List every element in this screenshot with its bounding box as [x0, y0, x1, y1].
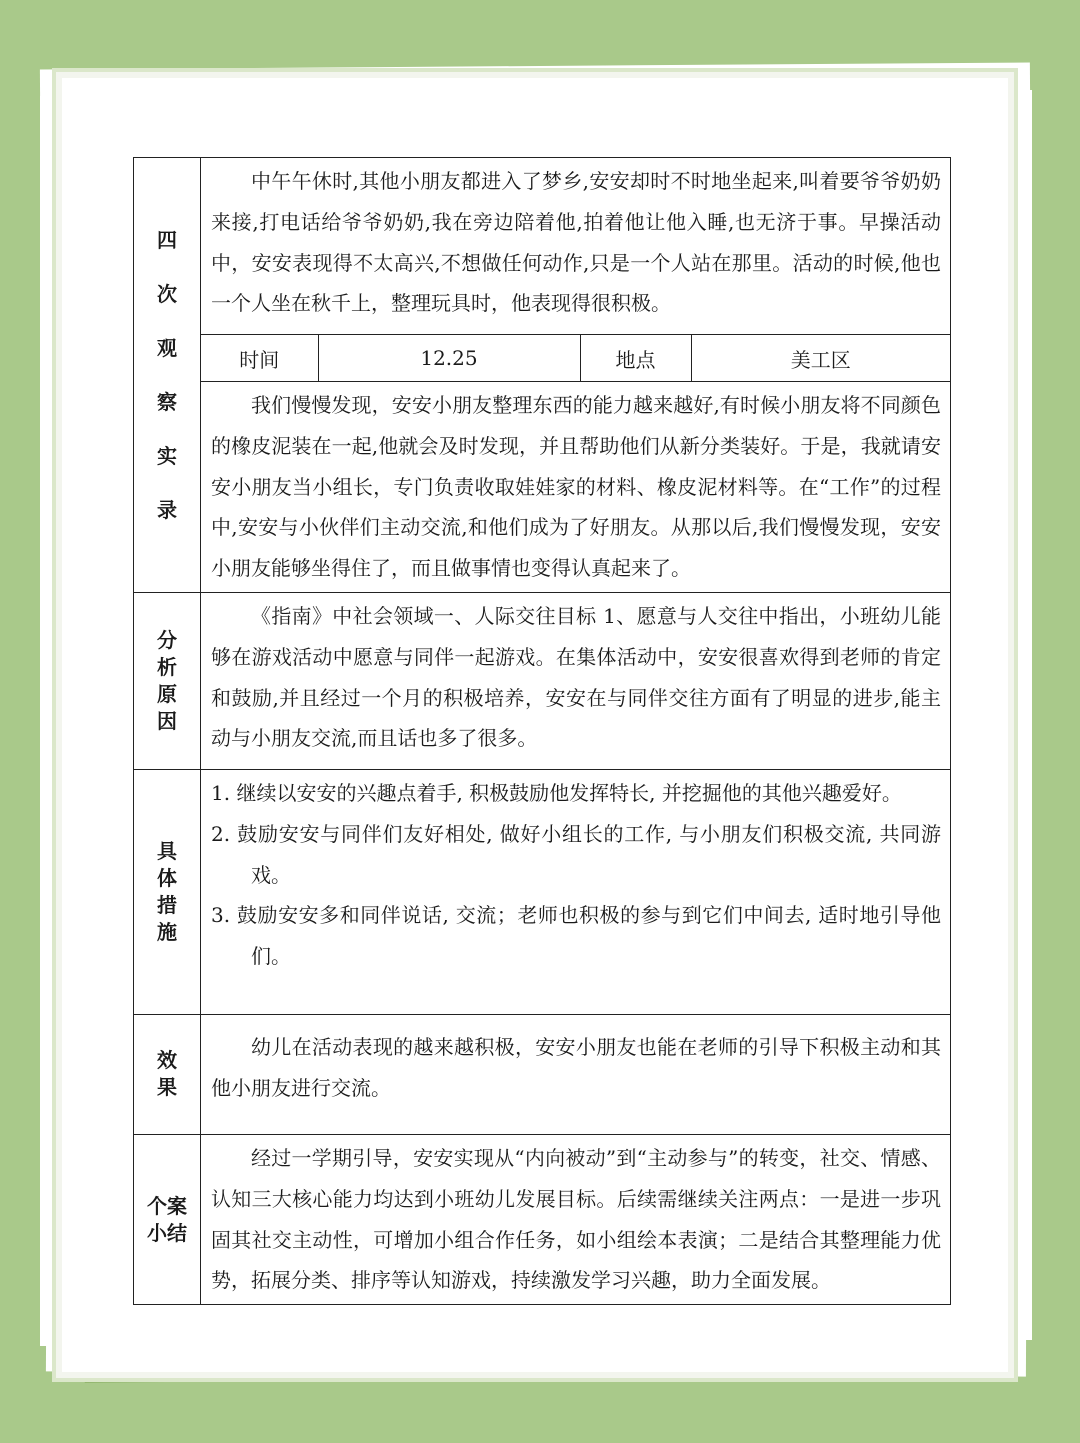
measure-item: 2. 鼓励安安与同伴们友好相处, 做好小组长的工作, 与小朋友们积极交流, 共同游戏。: [211, 821, 941, 887]
place-value: 美工区: [691, 335, 950, 381]
label-char: 体: [157, 865, 177, 890]
effect-cell: [201, 1014, 951, 1134]
measures-cell: [201, 769, 951, 1014]
label-char: 原: [157, 681, 177, 706]
label-char: 因: [157, 708, 177, 733]
summary-text: 经过一学期引导，安安实现从“内向被动”到“主动参与”的转变，社交、情感、认知三大核心能力均达到小班幼儿发展目标。后续需继续关注两点：一是进一步巩固其社交主动性，可增加小组合作任务，如小组绘本表演；二是结合其整理能力优势，拓展分类、排序等认知游戏，持续激发学习兴趣，助力全面发展。: [211, 1145, 941, 1293]
case-study-table: [133, 157, 951, 1305]
info-cell: [201, 335, 951, 382]
time-value: 12.25: [318, 335, 580, 381]
effect-label: [134, 1014, 201, 1134]
label-char: 分: [157, 627, 177, 652]
measures-row: [134, 769, 951, 1014]
analysis-text: 《指南》中社会领域一、人际交往目标 1、愿意与人交往中指出，小班幼儿能够在游戏活动中愿意与同伴一起游戏。在集体活动中，安安很喜欢得到老师的肯定和鼓励,并且经过一个月的积极培养，安安在与同伴交往方面有了明显的进步,能主动与小朋友交流,而且话也多了很多。: [211, 603, 941, 751]
label-char: 措: [157, 892, 177, 917]
observation-paragraph-1: 中午午休时,其他小朋友都进入了梦乡,安安却时不时地坐起来,叫着要爷爷奶奶来接,打电话给爷爷奶奶,我在旁边陪着他,拍着他让他入睡,也无济于事。早操活动中，安安表现得不太高兴,不想做任何动作,只是一个人站在那里。活动的时候,他也一个人坐在秋千上，整理玩具时，他表现得很积极。: [211, 169, 941, 316]
label-char: 施: [157, 919, 177, 944]
label-char: 果: [157, 1075, 177, 1100]
label-char: 效: [157, 1048, 177, 1073]
summary-row: [134, 1134, 951, 1304]
observation-cell-2: [201, 382, 951, 593]
label-char: 具: [157, 838, 177, 863]
label-char: 录: [157, 497, 177, 522]
analysis-cell: [201, 592, 951, 769]
observation-row-1: [134, 158, 951, 335]
label-char: 实: [157, 443, 177, 468]
summary-label: [134, 1134, 201, 1304]
measures-label: [134, 769, 201, 1014]
label-char: 观: [157, 335, 177, 360]
analysis-row: [134, 592, 951, 769]
measure-item: 1. 继续以安安的兴趣点着手, 积极鼓励他发挥特长, 并挖掘他的其他兴趣爱好。: [211, 780, 902, 805]
label-char: 次: [157, 281, 177, 306]
observation-paragraph-2: 我们慢慢发现，安安小朋友整理东西的能力越来越好,有时候小朋友将不同颜色的橡皮泥装在一起,他就会及时发现，并且帮助他们从新分类装好。于是，我就请安安小朋友当小组长，专门负责收取娃娃家的材料、橡皮泥材料等。在“工作”的过程中,安安与小伙伴们主动交流,和他们成为了好朋友。从那以后,我们慢慢发现，安安小朋友能够坐得住了，而且做事情也变得认真起来了。: [211, 393, 941, 581]
effect-text: 幼儿在活动表现的越来越积极，安安小朋友也能在老师的引导下积极主动和其他小朋友进行交流。: [211, 1034, 941, 1100]
label-char: 小结: [147, 1220, 187, 1245]
observation-label: [134, 158, 201, 593]
place-label: 地点: [580, 335, 691, 381]
label-char: 察: [157, 389, 177, 414]
info-table: [201, 335, 950, 381]
measure-item: 3. 鼓励安安多和同伴说话, 交流；老师也积极的参与到它们中间去, 适时地引导他们。: [211, 903, 941, 969]
observation-cell-1: [201, 158, 951, 335]
observation-info-row: [134, 335, 951, 382]
label-char: 四: [157, 227, 177, 252]
label-char: 析: [157, 654, 177, 679]
label-char: 个案: [147, 1193, 187, 1218]
observation-row-2: [134, 382, 951, 593]
effect-row: [134, 1014, 951, 1134]
summary-cell: [201, 1134, 951, 1304]
analysis-label: [134, 592, 201, 769]
time-label: 时间: [239, 347, 280, 372]
